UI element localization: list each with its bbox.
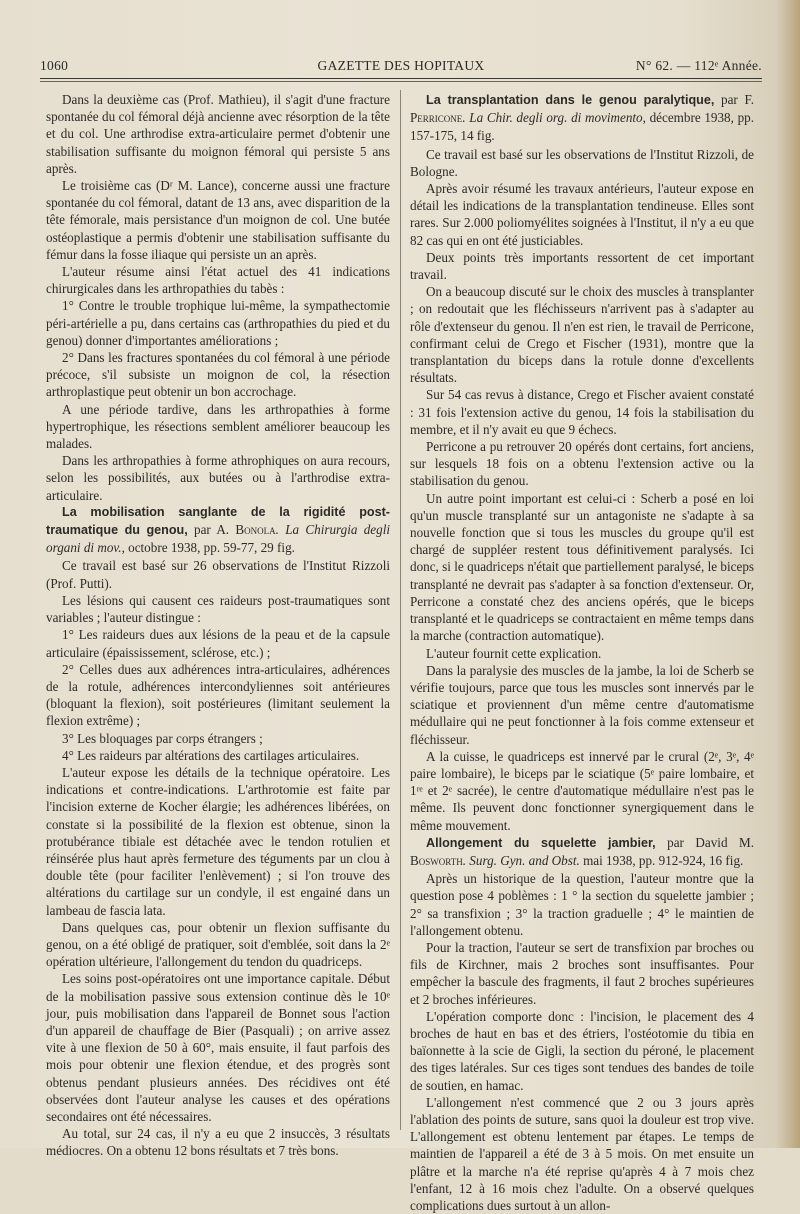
journal-title: GAZETTE DES HOPITAUX <box>317 58 485 73</box>
list-item: 2° Celles dues aux adhérences intra-articulaires, adhérences de la rotule, adhérences intercondyliennes soit antérieures (bloquant la flexion), soit postérieures (limitant seulement la flexion extrême) ; <box>46 661 390 729</box>
paragraph: A la cuisse, le quadriceps est innervé par le crural (2ᵉ, 3ᵉ, 4ᵉ paire lombaire), le biceps par le sciatique (5ᵉ paire lombaire, et 1ʳᵉ et 2ᵉ sacrée), le centre d'automatique médullaire n'est pas le même. Ils peuvent donc fonctionner synergiquement dans le même mouvement. <box>410 748 754 833</box>
list-item: 4° Les raideurs par altérations des cartilages articulaires. <box>62 747 360 763</box>
paragraph: Les lésions qui causent ces raideurs post-traumatiques sont variables ; l'auteur distingue : <box>46 592 390 626</box>
list-item: 2° Dans les fractures spontanées du col fémoral à une période précoce, s'il subsiste un moignon de col, la résection arthroplastique peut obtenir un bon accrochage. <box>46 350 390 400</box>
paragraph: Ce travail est basé sur les observations de l'Institut Rizzoli, de Bologne. <box>410 146 754 179</box>
paragraph: Perricone a pu retrouver 20 opérés dont certains, fort anciens, sur lesquels 18 fois on a obtenu l'extension active ou la stabilisation du genou. <box>410 439 754 489</box>
paragraph: On a beaucoup discuté sur le choix des muscles à transplanter ; on redoutait que les fléchisseurs n'arrivent pas à s'adapter au rôle d'extenseur du genou. Il n'en est rien, le travail de Perricone, confirmant celui de Crego et Fischer (1931), montre que la transplantation du biceps dans la rotule donne d'excellents résultats. <box>410 284 754 386</box>
paragraph: A une période tardive, dans les arthropathies à forme hypertrophique, les résections semblent améliorer beaucoup les malades. <box>46 401 390 452</box>
article-by: par F. <box>714 92 755 107</box>
article-reference: , octobre 1938, pp. 59-77, 29 fig. <box>121 540 295 556</box>
paragraph: Deux points très importants ressortent de cet important travail. <box>410 249 754 283</box>
paragraph: Dans la deuxième cas (Prof. Mathieu), il s'agit d'une fracture spontanée du col fémoral déjà ancienne avec résorption de la tête et du col. Une arthrodise extra-articulaire permet d'obtenir une stabilisation suffisante du moignon fémoral qui persiste 5 ans après. <box>46 92 390 176</box>
article-title: La mobilisation sanglante de la rigidité post-traumatique du genou, <box>46 504 390 538</box>
column-divider <box>400 90 401 1130</box>
paragraph: Dans les arthropathies à forme athrophiques on aura recours, selon les possibilités, aux butées ou à l'arthrodise extra-articulaire. <box>46 453 390 503</box>
paragraph: L'auteur résume ainsi l'état actuel des 41 indications chirurgicales dans les arthropathies du tabès : <box>46 264 390 297</box>
paragraph: L'opération comporte donc : l'incision, le placement des 4 broches de haut en bas et des étriers, l'ostéotomie du tibia en baïonnette à la scie de Gigli, la section du péroné, le placement des tiges latérales. Sur ces tiges sont tendues des bandes de toile de soutien, en hamac. <box>410 1008 754 1093</box>
paragraph: Au total, sur 24 cas, il n'y a eu que 2 insuccès, 3 résultats médiocres. On a obtenu 12 bons résultats et 7 très bons. <box>46 1126 390 1159</box>
left-column <box>46 91 390 1160</box>
issue-info: N° 62. — 112ᵉ Année. <box>635 58 762 73</box>
article-title: Allongement du squelette jambier, <box>426 835 656 850</box>
paragraph: Dans la paralysie des muscles de la jambe, la loi de Scherb se vérifie toujours, parce que tous les muscles sont innervés par le sciatique et proviennent d'un même centre d'automatisme médullaire qui ne peut fonctionner à la fois comme extenseur et fléchisseur. <box>410 662 754 747</box>
paragraph: Pour la traction, l'auteur se sert de transfixion par broches ou fils de Kirchner, mais 2 broches sont insuffisantes. Pour empêcher la bascule des fragments, il faut 2 broches supérieures et 2 broches inférieures. <box>410 939 754 1007</box>
right-column <box>410 91 754 1214</box>
list-item: 3° Les bloquages par corps étrangers ; <box>62 730 263 746</box>
article-reference: mai 1938, pp. 912-924, 16 fig. <box>579 852 744 868</box>
list-item: 1° Les raideurs dues aux lésions de la peau et de la capsule articulaire (épaississement, sclérose, etc.) ; <box>46 627 390 660</box>
article-by: par A. <box>187 522 236 538</box>
article-author: Bosworth <box>410 852 463 868</box>
article-title: La transplantation dans le genou paralytique, <box>426 93 715 107</box>
article-author: Perricone <box>410 110 463 126</box>
article-heading <box>410 91 754 146</box>
article-journal: . Surg. Gyn. and Obst. <box>462 852 580 868</box>
paragraph: L'auteur expose les détails de la technique opératoire. Les indications et contre-indications. L'arthrotomie est faite par l'incision externe de Kocher élargie; les adhérences libérées, on constate si la possibilité de la flexion est obtenue, sinon la protubérance tibiale est détachée avec le tendon rotulien et réinsérée plus haut après fermeture des téguments par un clou à double tête (pour faciliter l'enlèvement) ; si l'on trouve des altérations du cartilage sur un condyle, il est engainé dans un lambeau de fascia lata. <box>46 764 390 918</box>
paragraph: Sur 54 cas revus à distance, Crego et Fischer avaient constaté : 31 fois l'extension active du genou, 14 fois la stabilisation du membre, et il n'y avait eu que 9 échecs. <box>410 387 754 437</box>
paragraph: L'auteur fournit cette explication. <box>426 645 602 661</box>
article-heading <box>410 834 754 870</box>
paragraph: Après avoir résumé les travaux antérieurs, l'auteur expose en détail les indications de la transplantation tendineuse. Elles sont rares. Sur 2.000 poliomyélites soignées à l'Institut, il n'y a eu que 82 cas qui en ont été justiciables. <box>410 181 754 248</box>
paragraph: Dans quelques cas, pour obtenir un flexion suffisante du genou, on a été obligé de pratiquer, soit d'emblée, soit dans la 2ᵉ opération ultérieure, l'allongement du tendon du quadriceps. <box>46 919 390 970</box>
paragraph: Un autre point important est celui-ci : Scherb a posé en loi qu'un muscle transplanté sur un antagoniste ne s'adapte à sa nouvelle fonction que si tous les muscles du groupe qu'il est chargé de suppléer restent tous définitivement paralysés. Ici donc, si le quadriceps n'était que partiellement paralysé, le biceps transplanté ne devrait pas s'adapter à sa fonction d'extenseur. Or, Perricone a constaté chez des anciens opérés, que le biceps transplanté et le quadriceps se contractaient en même temps dans la marche (contraction automatique). <box>410 490 754 644</box>
paragraph: L'allongement n'est commencé que 2 ou 3 jours après l'ablation des points de suture, sans quoi la douleur est trop vive. L'allongement est obtenu lentement par étapes. Le temps de maintien de l'appareil a été de 3 à 5 mois. On met ensuite un plâtre et la marche n'a été reprise qu'après 4 à 7 mois chez l'enfant, 12 à 16 mois chez l'adulte. On a observé quelques complications dues surtout à un allon- <box>410 1094 754 1213</box>
article-author: Bonola <box>235 522 276 538</box>
list-item: 1° Contre le trouble trophique lui-même, la sympathectomie péri-artérielle a pu, dans certains cas (arthropathies du pied et du genou) donner d'importantes améliorations ; <box>46 298 390 348</box>
article-reference: , décembre 1938, pp. 157-175, 14 fig. <box>410 110 754 144</box>
article-journal: . La Chirurgia degli organi di mov. <box>46 522 390 556</box>
header-rule <box>40 78 762 79</box>
paragraph: Ce travail est basé sur 26 observations de l'Institut Rizzoli (Prof. Putti). <box>46 558 390 591</box>
page-header <box>40 58 762 78</box>
article-by: par David M. <box>655 834 754 850</box>
paragraph: Les soins post-opératoires ont une importance capitale. Début de la mobilisation passive sous extension continue dès le 10ᵉ jour, puis mobilisation dans l'appareil de Bonnet sous l'action d'un appareil de chauffage de Bier (Pasquali) ; on arrive assez vite à une flexion de 50 à 60°, mais ensuite, il faut parfois des mois pour obtenir une flexion étendue, et des progrès sont obtenus pendant plusieurs années. Des récidives ont été observées dont l'auteur analyse les causes et des opérations secondaires ont été nécessaires. <box>46 971 390 1124</box>
paragraph: Le troisième cas (Dʳ M. Lance), concerne aussi une fracture spontanée du col fémoral, datant de 13 ans, avec disparition de la tête fémorale, mais persistance d'un moignon de col. Une butée ostéoplastique a permis d'obtenir une stabilisation suffisante du fémur dans la fosse iliaque qui persiste un an après. <box>46 178 390 262</box>
article-journal: . La Chir. degli org. di movimento <box>462 110 643 126</box>
header-rule-secondary <box>40 81 762 82</box>
paragraph: Après un historique de la question, l'auteur montre que la question pose 4 poblèmes : 1 ° la section du squelette jambier ; 2° sa transfixion ; 3° la traction graduelle ; 4° le maintien de l'allongement obtenu. <box>410 871 754 938</box>
article-heading <box>46 504 390 558</box>
page-number: 1060 <box>40 58 69 73</box>
